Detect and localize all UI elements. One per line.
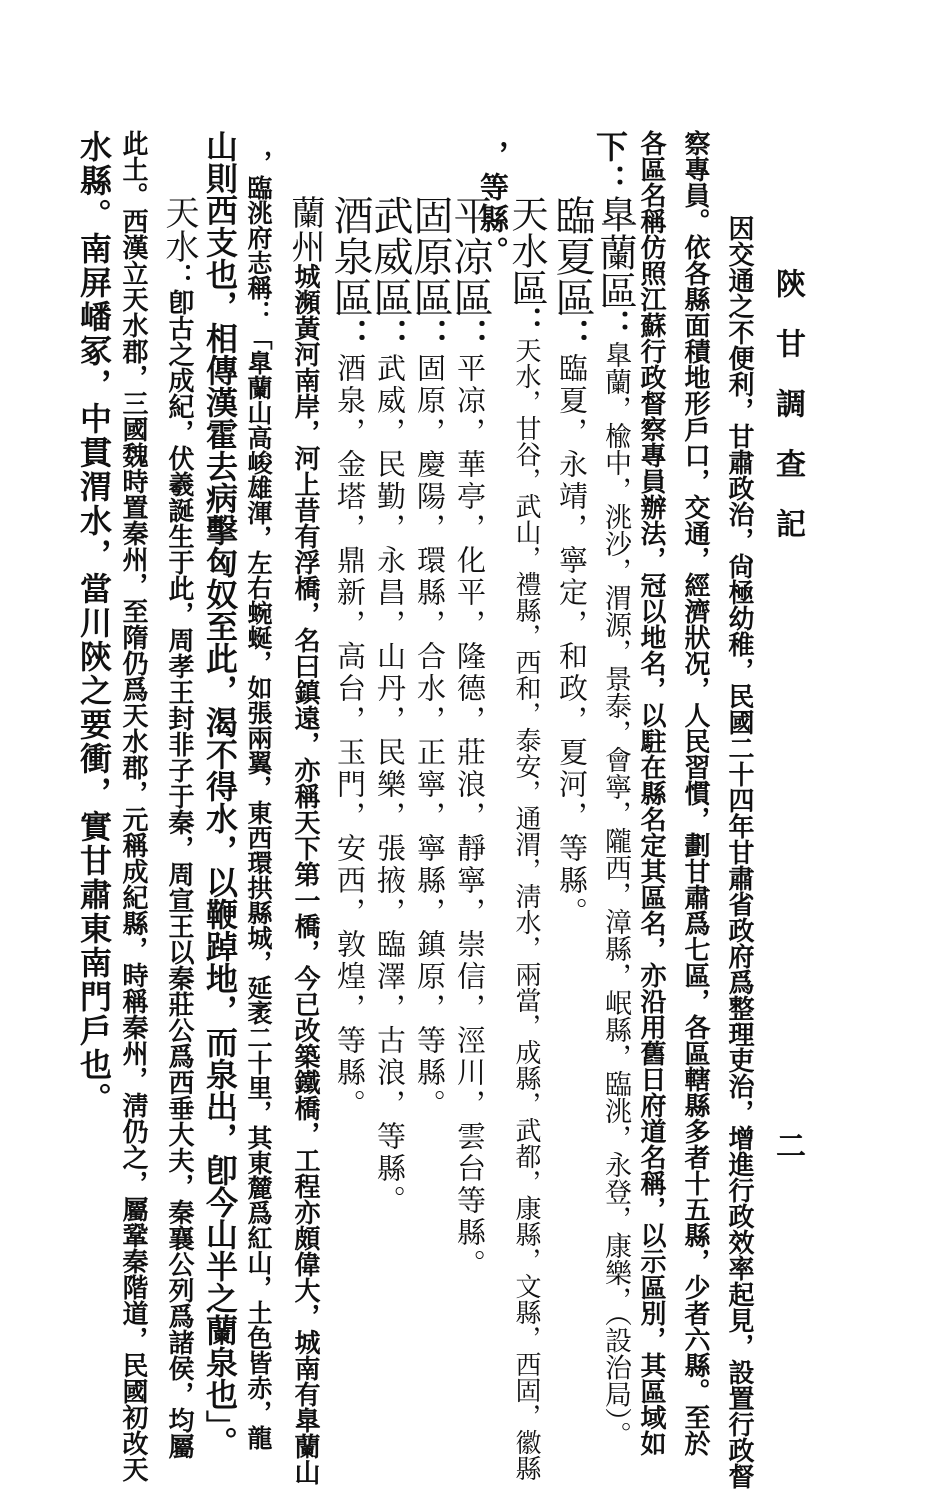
- region-counties: ，等縣。: [476, 140, 510, 268]
- tianshui-line: 此土。西漢立天水郡，三國魏時置秦州，至隋仍爲天水郡，元稱成紀縣，時稱秦州，淸仍之，屬鞏秦階道，民國初改天: [118, 130, 148, 1482]
- region-name: 臨夏區: [549, 195, 595, 318]
- paragraph-line: 因交通之不便利，甘肅政治，尙極幼稚，民國二十四年甘肅省政府爲整理吏治，增進行政效率起見，設置行政督: [724, 215, 754, 1489]
- region-counties: 酒泉，金塔，鼎新，高台，玉門，安西，敦煌，等縣。: [333, 353, 367, 1121]
- region-colon: ：: [410, 318, 450, 353]
- region-counties: 天水，甘谷，武山，禮縣，西和，泰安，通渭，淸水，兩當，成縣，武都，康縣，文縣，西固，徽縣: [511, 337, 541, 1481]
- running-header-title: 陝甘調查記: [770, 268, 805, 568]
- section-text: 城瀕黃河南岸，河上昔有浮橋，名曰鎮遠，亦稱天下第一橋，今已改築鐵橋，工程亦頗偉大，城南有臯蘭山: [290, 263, 320, 1485]
- region-name: 天水區: [505, 195, 548, 306]
- tianshui-line: 水縣。南屏嶓冢，中貫渭水，當川陝之要衝，實甘肅東南門戶也。: [75, 130, 113, 1116]
- lanzhou-line: ，臨洮府志稱：「臯蘭山高峻雄渾，左右蜿蜒，如張兩翼，東西環拱縣城，延袤二十里，其東麓爲紅山，土色皆赤，龍: [244, 150, 273, 1450]
- page-number: 二: [770, 1130, 805, 1161]
- region-colon: ：: [370, 318, 410, 353]
- region-name: 固原區: [407, 195, 453, 318]
- tianshui-line: [159, 195, 199, 1459]
- region-colon: ：: [508, 306, 544, 337]
- section-heading: 天水: [159, 195, 199, 263]
- region-colon: ：: [330, 318, 370, 353]
- paragraph-line: 各區名稱仿照江蘇行政督察專員辦法，冠以地名，以駐在縣名定其區名，亦沿用舊日府道名稱，以示區別，其區域如: [636, 130, 666, 1456]
- lanzhou-line: [285, 195, 325, 1485]
- section-text: ：卽古之成紀，伏羲誕生于此，周孝王封非子于秦，周宣王以秦莊公爲西垂大夫，秦襄公列爲諸侯，均屬: [164, 263, 194, 1459]
- region-colon: ：: [450, 318, 490, 353]
- region-counties: 平凉，華亭，化平，隆德，莊浪，靜寧，崇信，涇川，雲台等縣。: [453, 353, 487, 1281]
- region-entry: [327, 195, 373, 1121]
- region-counties: 武威，民勤，永昌，山丹，民樂，張掖，臨澤，古浪，等縣。: [373, 353, 407, 1217]
- region-name: 酒泉區: [327, 195, 373, 318]
- region-entry: [407, 195, 453, 1121]
- region-name: 平凉區: [447, 195, 493, 318]
- region-entry: [367, 195, 413, 1217]
- region-colon: ：: [552, 318, 592, 353]
- region-counties: 臯蘭，楡中，洮沙，渭源，景泰，會寧，隴西，漳縣，岷縣，臨洮，永登，康樂，（設治局）。: [600, 341, 631, 1448]
- lanzhou-line: 山則西支也，相傳漢霍去病擊匈奴至此，渴不得水，以鞭踔地，而泉出，卽今山半之蘭泉也」。: [201, 130, 239, 1458]
- region-name: 武威區: [367, 195, 413, 318]
- region-colon: ：: [596, 309, 634, 341]
- region-entry: [447, 195, 493, 1281]
- paragraph-line: 察專員。依各縣面積地形戶口，交通，經濟狀况，人民習慣，劃甘肅爲七區，各區轄縣多者十五縣，少者六縣。至於: [680, 130, 710, 1456]
- region-counties: 臨夏，永靖，寧定，和政，夏河，等縣。: [555, 353, 589, 929]
- region-entry: [505, 195, 548, 1481]
- section-heading: 蘭州: [285, 195, 325, 263]
- region-entry: [593, 195, 637, 1448]
- region-counties: 固原，慶陽，環縣，合水，正寧，寧縣，鎮原，等縣。: [413, 353, 447, 1121]
- region-entry: [549, 195, 595, 929]
- region-name: 臯蘭區: [593, 195, 637, 309]
- paragraph-line: 下：: [591, 130, 629, 198]
